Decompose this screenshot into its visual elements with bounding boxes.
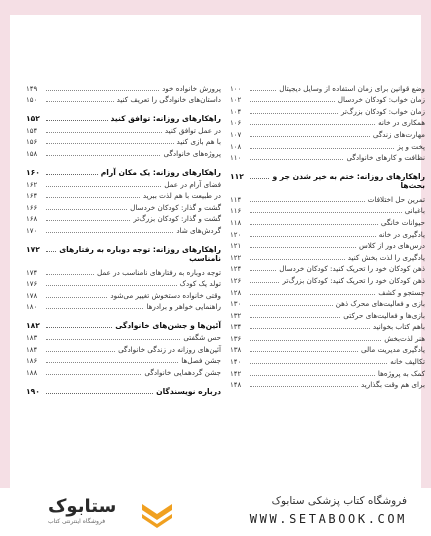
store-name: فروشگاه کتاب پزشکی ستابوک: [271, 495, 407, 507]
toc-entry: [230, 127, 425, 139]
toc-entry: [26, 330, 221, 342]
toc-leader-dots: [46, 220, 130, 221]
toc-entry-page: ۱۳۴: [230, 323, 242, 332]
toc-leader-dots: [46, 90, 159, 91]
toc-entry-page: ۱۸۶: [26, 357, 38, 366]
toc-section-heading: [26, 318, 221, 330]
toc-entry-title: جشن فصل‌ها: [181, 356, 221, 366]
toc-entry: [230, 320, 425, 332]
toc-entry-title: تکالیف خانه: [390, 357, 425, 367]
toc-entry-title: بازی‌ها و فعالیت‌های حرکتی: [343, 310, 425, 320]
toc-entry-title: در عمل توافق کنید: [164, 125, 221, 135]
toc-entry-page: ۱۱۰: [230, 154, 242, 163]
toc-entry-page: ۱۵۸: [26, 149, 38, 158]
toc-left-column: [26, 81, 221, 396]
toc-leader-dots: [250, 247, 356, 248]
toc-leader-dots: [46, 232, 173, 233]
toc-entry-page: ۱۲۸: [230, 288, 242, 297]
toc-entry-title: حیوانات خانگی: [380, 217, 425, 227]
toc-leader-dots: [250, 305, 333, 306]
toc-entry-title: گشت و گذار: کودکان خردسال: [130, 202, 221, 212]
toc-entry-title: تمرین حل اختلافات: [367, 194, 425, 204]
toc-leader-dots: [250, 224, 378, 225]
toc-entry-page: ۱۲۴: [230, 265, 242, 274]
toc-entry: [26, 81, 221, 93]
toc-entry: [230, 366, 425, 378]
toc-entry: [26, 146, 221, 158]
toc-leader-dots: [46, 285, 177, 286]
toc-section-title: درباره نویسندگان: [156, 386, 221, 396]
toc-leader-dots: [46, 155, 160, 156]
toc-section-heading: [26, 165, 221, 177]
toc-entry-title: در طبیعت با هم لذت ببرید: [142, 191, 221, 201]
toc-leader-dots: [250, 386, 358, 387]
toc-entry: [26, 123, 221, 135]
toc-entry-title: ذهن کودکان خود را تحریک کنید: کودکان بزرگ‌تر: [282, 275, 425, 285]
toc-entry: [230, 297, 425, 309]
toc-entry: [230, 262, 425, 274]
toc-entry-page: ۱۴۸: [230, 381, 242, 390]
toc-leader-dots: [250, 375, 375, 376]
toc-leader-dots: [250, 212, 402, 213]
toc-section-page: ۱۱۲: [230, 172, 244, 182]
toc-section-title-continued: بحث‌ها: [400, 181, 425, 191]
toc-entry-title: داستان‌های خانوادگی را تعریف کنید: [116, 95, 221, 105]
toc-entry: [230, 250, 425, 262]
toc-entry: [230, 331, 425, 343]
toc-leader-dots: [250, 101, 335, 102]
toc-leader-dots: [46, 197, 140, 198]
toc-entry-page: ۱۰۰: [230, 84, 242, 93]
toc-leader-dots: [46, 393, 153, 394]
toc-leader-dots: [46, 186, 161, 187]
toc-entry-title: وقتی خانواده دستخوش تغییر می‌شود: [110, 290, 221, 300]
toc-entry-title: پروژه‌های خانوادگی: [163, 148, 221, 158]
store-url: WWW.SETABOOK.COM: [249, 512, 407, 526]
toc-entry-page: ۱۷۸: [26, 291, 38, 300]
toc-entry-title: همکاری در خانه: [378, 118, 425, 128]
toc-entry-page: ۱۳۰: [230, 300, 242, 309]
toc-leader-dots: [46, 174, 98, 175]
toc-entry-page: ۱۵۴: [26, 126, 38, 135]
toc-entry-title: مهارت‌های زندگی: [372, 129, 425, 139]
toc-entry-page: ۱۴۹: [26, 84, 38, 93]
toc-leader-dots: [46, 132, 162, 133]
toc-entry-page: ۱۴۰: [230, 358, 242, 367]
toc-leader-dots: [46, 308, 143, 309]
toc-leader-dots: [250, 236, 376, 237]
toc-leader-dots: [250, 201, 365, 202]
toc-section-title: راهکارهای روزانه: توجه دوباره به رفتارهای: [59, 244, 221, 254]
toc-section-heading: [26, 384, 221, 396]
toc-leader-dots: [46, 274, 94, 275]
toc-entry-page: ۱۸۰: [26, 303, 38, 312]
toc-entry-title: با هم بازی کنید: [176, 137, 221, 147]
toc-section-page: ۱۵۲: [26, 114, 40, 124]
toc-entry-title: نظافت و کارهای خانوادگی: [346, 153, 425, 163]
toc-entry-page: ۱۶۴: [26, 192, 38, 201]
toc-entry-page: ۱۰۷: [230, 130, 242, 139]
toc-entry-title: زمان خواب: کودکان بزرگ‌تر: [340, 106, 425, 116]
toc-section-page: ۱۶۰: [26, 167, 40, 177]
toc-entry-title: آئین‌های روزانه در زندگی خانوادگی: [118, 344, 221, 354]
toc-entry-page: ۱۰۸: [230, 142, 242, 151]
toc-entry-title: توجه دوباره به رفتارهای نامناسب در عمل: [96, 267, 221, 277]
toc-leader-dots: [46, 101, 114, 102]
toc-entry: [26, 277, 221, 289]
toc-entry: [230, 285, 425, 297]
toc-entry-title: زمان خواب: کودکان خردسال: [337, 95, 425, 105]
toc-entry-page: ۱۱۸: [230, 218, 242, 227]
toc-entry: [26, 93, 221, 105]
toc-entry: [26, 265, 221, 277]
toc-entry-title: تولد یک کودک: [179, 279, 221, 289]
toc-entry: [230, 151, 425, 163]
toc-leader-dots: [250, 90, 276, 91]
toc-entry-page: ۱۷۴: [26, 268, 38, 277]
toc-leader-dots: [250, 363, 387, 364]
toc-leader-dots: [250, 148, 394, 149]
toc-entry: [26, 177, 221, 189]
toc-entry-page: ۱۶۸: [26, 215, 38, 224]
toc-leader-dots: [250, 317, 340, 318]
toc-entry-page: ۱۴۲: [230, 369, 242, 378]
toc-leader-dots: [250, 351, 358, 352]
toc-entry: [230, 93, 425, 105]
toc-section-title: آئین‌ها و جشن‌های خانوادگی: [115, 321, 221, 331]
toc-entry: [230, 239, 425, 251]
toc-leader-dots: [46, 143, 174, 144]
toc-entry: [26, 223, 221, 235]
toc-entry-page: ۱۰۶: [230, 119, 242, 128]
toc-leader-dots: [46, 120, 108, 121]
toc-section-title-continued: نامناسب: [189, 253, 221, 263]
toc-entry-title: حس شگفتی: [183, 332, 221, 342]
toc-entry: [230, 192, 425, 204]
toc-right-column: [230, 81, 425, 389]
toc-leader-dots: [250, 294, 375, 295]
toc-entry-title: راهنمایی خواهر و برادرها: [146, 302, 221, 312]
toc-entry-page: ۱۷۰: [26, 226, 38, 235]
chevron-logo-icon: [140, 500, 174, 528]
toc-entry-page: ۱۲۲: [230, 253, 242, 262]
toc-entry-title: یادگیری را لذت بخش کنید: [347, 252, 425, 262]
toc-entry-page: ۱۸۸: [26, 368, 38, 377]
toc-section-title: راهکارهای روزانه: توافق کنید: [110, 114, 221, 124]
toc-entry-page: ۱۰۴: [230, 107, 242, 116]
logo-text: ستابوک: [48, 496, 117, 517]
toc-entry-title: وضع قوانین برای زمان استفاده از وسایل دیجیتال: [279, 83, 425, 93]
store-footer: [0, 488, 431, 536]
toc-leader-dots: [46, 339, 180, 340]
toc-leader-dots: [46, 251, 56, 252]
toc-section-heading: [26, 242, 221, 254]
toc-entry-title: ذهن کودکان خود را تحریک کنید: کودکان خردسال: [279, 264, 425, 274]
toc-entry-title: جستجو و کشف: [378, 287, 425, 297]
toc-entry: [26, 135, 221, 147]
toc-entry: [26, 342, 221, 354]
toc-leader-dots: [250, 270, 276, 271]
toc-entry: [26, 300, 221, 312]
toc-entry: [230, 273, 425, 285]
toc-entry-title: یادگیری در خانه: [378, 229, 425, 239]
toc-leader-dots: [46, 351, 115, 352]
toc-entry: [26, 354, 221, 366]
toc-section-title: راهکارهای روزانه: یک مکان آرام: [100, 167, 221, 177]
toc-entry: [230, 227, 425, 239]
toc-leader-dots: [250, 340, 381, 341]
toc-entry-title: جشن گردهمایی خانوادگی: [144, 367, 221, 377]
toc-entry: [26, 200, 221, 212]
toc-entry-page: ۱۸۳: [26, 333, 38, 342]
toc-entry: [26, 212, 221, 224]
toc-leader-dots: [250, 282, 279, 283]
toc-entry-page: ۱۶۲: [26, 180, 38, 189]
toc-entry: [26, 189, 221, 201]
toc-leader-dots: [250, 136, 370, 137]
toc-entry-page: ۱۸۴: [26, 345, 38, 354]
toc-entry-title: باهم کتاب بخوانید: [372, 322, 425, 332]
toc-entry-title: پرورش خانواده خود: [162, 83, 221, 93]
toc-entry-page: ۱۲۰: [230, 230, 242, 239]
logo-subtitle: فروشگاه اینترنتی کتاب: [48, 518, 106, 525]
toc-entry-title: بازی و فعالیت‌های محرک ذهن: [335, 299, 425, 309]
toc-entry: [230, 343, 425, 355]
toc-leader-dots: [46, 374, 141, 375]
toc-entry-title: پخت و پز: [397, 141, 425, 151]
book-page: [10, 15, 425, 497]
toc-leader-dots: [250, 328, 370, 329]
toc-entry: [26, 288, 221, 300]
toc-section-heading: [230, 169, 425, 181]
toc-leader-dots: [46, 327, 112, 328]
toc-entry-page: ۱۱۴: [230, 195, 242, 204]
toc-section-page: ۱۹۰: [26, 386, 40, 396]
toc-leader-dots: [46, 362, 178, 363]
toc-leader-dots: [250, 178, 269, 179]
toc-entry-page: ۱۲۱: [230, 242, 242, 251]
toc-entry-title: یادگیری مدیریت مالی: [360, 345, 425, 355]
toc-section-heading: [26, 111, 221, 123]
toc-entry: [26, 365, 221, 377]
toc-leader-dots: [46, 297, 107, 298]
toc-entry-page: ۱۳۶: [230, 334, 242, 343]
toc-entry: [230, 104, 425, 116]
toc-section-page: ۱۷۲: [26, 244, 40, 254]
toc-entry-title: کمک به پروژه‌ها: [377, 368, 425, 378]
toc-entry: [230, 139, 425, 151]
toc-entry: [230, 378, 425, 390]
toc-entry-page: ۱۵۶: [26, 138, 38, 147]
toc-entry-page: ۱۵۰: [26, 96, 38, 105]
toc-section-title: راهکارهای روزانه: ختم به خیر شدن جر و: [272, 172, 425, 182]
toc-entry-title: فضای آرام در عمل: [164, 179, 221, 189]
setabook-logo: [16, 494, 166, 530]
toc-entry: [230, 215, 425, 227]
toc-entry-page: ۱۰۲: [230, 96, 242, 105]
toc-entry-page: ۱۳۲: [230, 311, 242, 320]
toc-entry-title: گردش‌های شاد: [176, 225, 221, 235]
toc-leader-dots: [46, 209, 127, 210]
toc-entry-title: گشت و گذار: کودکان بزرگ‌تر: [133, 214, 221, 224]
toc-leader-dots: [250, 113, 338, 114]
toc-entry-page: ۱۶۶: [26, 203, 38, 212]
toc-entry-page: ۱۱۶: [230, 207, 242, 216]
toc-entry-page: ۱۲۶: [230, 276, 242, 285]
toc-entry-page: ۱۷۶: [26, 280, 38, 289]
toc-leader-dots: [250, 124, 375, 125]
toc-section-page: ۱۸۲: [26, 321, 40, 331]
toc-entry-title: هنر لذت‌بخش: [384, 333, 425, 343]
toc-entry-page: ۱۳۸: [230, 346, 242, 355]
toc-entry: [230, 354, 425, 366]
toc-leader-dots: [250, 159, 343, 160]
toc-entry: [230, 308, 425, 320]
toc-entry: [230, 204, 425, 216]
toc-entry-title: برای هم وقت بگذارید: [361, 380, 425, 390]
toc-entry: [230, 116, 425, 128]
toc-entry-title: باغبانی: [404, 206, 425, 216]
toc-leader-dots: [250, 259, 345, 260]
toc-entry-title: درس‌های دور از کلاس: [358, 241, 425, 251]
toc-entry: [230, 81, 425, 93]
